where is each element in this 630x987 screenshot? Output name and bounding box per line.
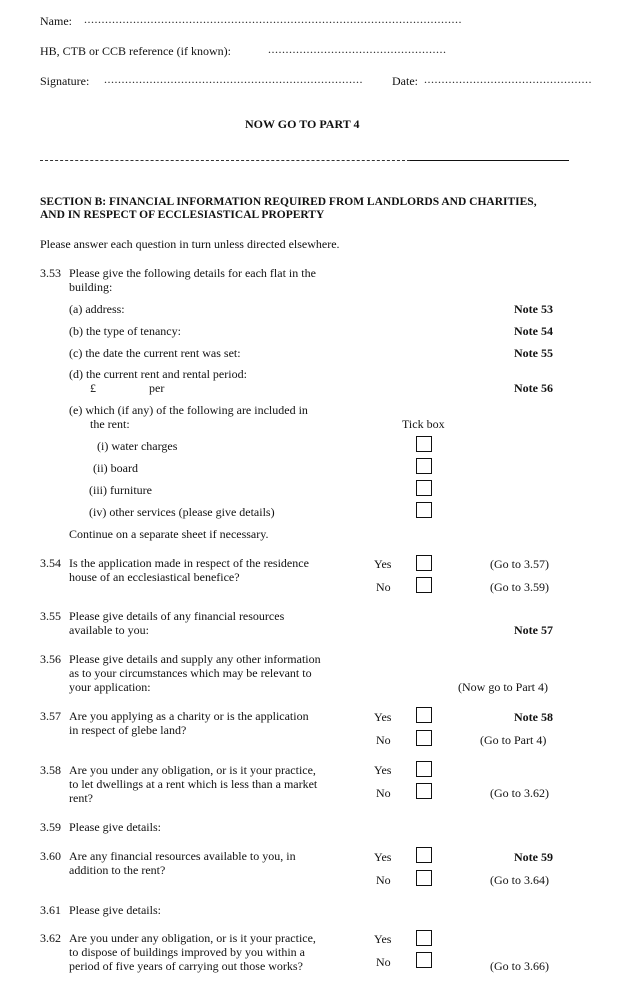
checkbox-other-services[interactable] — [416, 502, 432, 518]
q354-yes-label: Yes — [374, 557, 392, 571]
q357-no-checkbox[interactable] — [416, 730, 432, 746]
q360-text2: addition to the rent? — [69, 863, 166, 877]
option-board: (ii) board — [93, 461, 138, 475]
continue-note: Continue on a separate sheet if necessary. — [69, 527, 269, 541]
q354-yes-checkbox[interactable] — [416, 555, 432, 571]
q362-number: 3.62 — [40, 931, 61, 945]
q354-number: 3.54 — [40, 556, 61, 570]
q358-number: 3.58 — [40, 763, 61, 777]
q360-no-label: No — [376, 873, 391, 887]
q355-number: 3.55 — [40, 609, 61, 623]
q356-text1: Please give details and supply any other information — [69, 652, 321, 666]
reference-label: HB, CTB or CCB reference (if known): — [40, 44, 231, 58]
q354-no-checkbox[interactable] — [416, 577, 432, 593]
q358-yes-label: Yes — [374, 763, 392, 777]
q362-text1: Are you under any obligation, or is it your practice, — [69, 931, 316, 945]
q362-no-label: No — [376, 955, 391, 969]
rent-pound-sign: £ — [90, 381, 96, 395]
tick-box-label: Tick box — [402, 417, 445, 431]
q357-no-goto: (Go to Part 4) — [480, 733, 547, 747]
note-55: Note 55 — [514, 346, 553, 360]
note-59: Note 59 — [514, 850, 553, 864]
rent-per-label: per — [149, 381, 165, 395]
q353-e: (e) which (if any) of the following are included in — [69, 403, 308, 417]
q358-no-goto: (Go to 3.62) — [490, 786, 549, 800]
checkbox-furniture[interactable] — [416, 480, 432, 496]
q353-b: (b) the type of tenancy: — [69, 324, 181, 338]
q353-d: (d) the current rent and rental period: — [69, 367, 247, 381]
q358-no-label: No — [376, 786, 391, 800]
option-water-charges: (i) water charges — [97, 439, 178, 453]
q362-yes-checkbox[interactable] — [416, 930, 432, 946]
option-other-services: (iv) other services (please give details) — [89, 505, 275, 519]
q362-no-goto: (Go to 3.66) — [490, 959, 549, 973]
q357-text2: in respect of glebe land? — [69, 723, 187, 737]
q362-yes-label: Yes — [374, 932, 392, 946]
q361-text1: Please give details: — [69, 903, 161, 917]
q357-yes-checkbox[interactable] — [416, 707, 432, 723]
q357-no-label: No — [376, 733, 391, 747]
q353-text2: building: — [69, 280, 113, 294]
q360-yes-checkbox[interactable] — [416, 847, 432, 863]
note-54: Note 54 — [514, 324, 553, 338]
q356-text2: as to your circumstances which may be relevant to — [69, 666, 312, 680]
option-furniture: (iii) furniture — [89, 483, 152, 497]
q353-a: (a) address: — [69, 302, 125, 316]
q357-yes-label: Yes — [374, 710, 392, 724]
q353-e-rent: the rent: — [90, 417, 130, 431]
now-go-to-part-4: NOW GO TO PART 4 — [245, 117, 360, 131]
dashed-divider — [40, 160, 410, 161]
section-title-line1: SECTION B: FINANCIAL INFORMATION REQUIRED FROM LANDLORDS AND CHARITIES, — [40, 196, 537, 208]
q362-no-checkbox[interactable] — [416, 952, 432, 968]
q356-text3: your application: — [69, 680, 151, 694]
q358-yes-checkbox[interactable] — [416, 761, 432, 777]
q360-yes-label: Yes — [374, 850, 392, 864]
q360-no-goto: (Go to 3.64) — [490, 873, 549, 887]
section-intro: Please answer each question in turn unless directed elsewhere. — [40, 237, 340, 251]
checkbox-water-charges[interactable] — [416, 436, 432, 452]
q353-c: (c) the date the current rent was set: — [69, 346, 241, 360]
q355-text2: available to you: — [69, 623, 149, 637]
q362-text2: to dispose of buildings improved by you within a — [69, 945, 305, 959]
q362-text3: period of five years of carrying out those works? — [69, 959, 303, 973]
q359-text1: Please give details: — [69, 820, 161, 834]
checkbox-board[interactable] — [416, 458, 432, 474]
q354-no-label: No — [376, 580, 391, 594]
name-field[interactable]: ............................................................................................................ — [84, 12, 462, 26]
q356-number: 3.56 — [40, 652, 61, 666]
q358-no-checkbox[interactable] — [416, 783, 432, 799]
note-57: Note 57 — [514, 623, 553, 637]
q359-number: 3.59 — [40, 820, 61, 834]
q353-text1: Please give the following details for each flat in the — [69, 266, 316, 280]
note-53: Note 53 — [514, 302, 553, 316]
q353-number: 3.53 — [40, 266, 61, 280]
q360-no-checkbox[interactable] — [416, 870, 432, 886]
q354-no-goto: (Go to 3.59) — [490, 580, 549, 594]
q354-text1: Is the application made in respect of the residence — [69, 556, 309, 570]
signature-label: Signature: — [40, 74, 90, 88]
date-field[interactable]: ................................................ — [424, 72, 592, 86]
q354-text2: house of an ecclesiastical benefice? — [69, 570, 240, 584]
q360-text1: Are any financial resources available to you, in — [69, 849, 296, 863]
solid-divider — [410, 160, 569, 161]
q357-number: 3.57 — [40, 709, 61, 723]
note-58: Note 58 — [514, 710, 553, 724]
q354-yes-goto: (Go to 3.57) — [490, 557, 549, 571]
q361-number: 3.61 — [40, 903, 61, 917]
name-label: Name: — [40, 14, 72, 28]
section-title-line2: AND IN RESPECT OF ECCLESIASTICAL PROPERTY — [40, 209, 325, 221]
q358-text1: Are you under any obligation, or is it your practice, — [69, 763, 316, 777]
signature-field[interactable]: .......................................................................... — [104, 72, 363, 86]
q358-text3: rent? — [69, 791, 93, 805]
q355-text1: Please give details of any financial resources — [69, 609, 285, 623]
date-label: Date: — [392, 74, 418, 88]
q358-text2: to let dwellings at a rent which is less than a market — [69, 777, 318, 791]
q357-text1: Are you applying as a charity or is the application — [69, 709, 309, 723]
note-56: Note 56 — [514, 381, 553, 395]
q360-number: 3.60 — [40, 849, 61, 863]
reference-field[interactable]: ................................................... — [268, 42, 447, 56]
q356-goto: (Now go to Part 4) — [458, 680, 548, 694]
